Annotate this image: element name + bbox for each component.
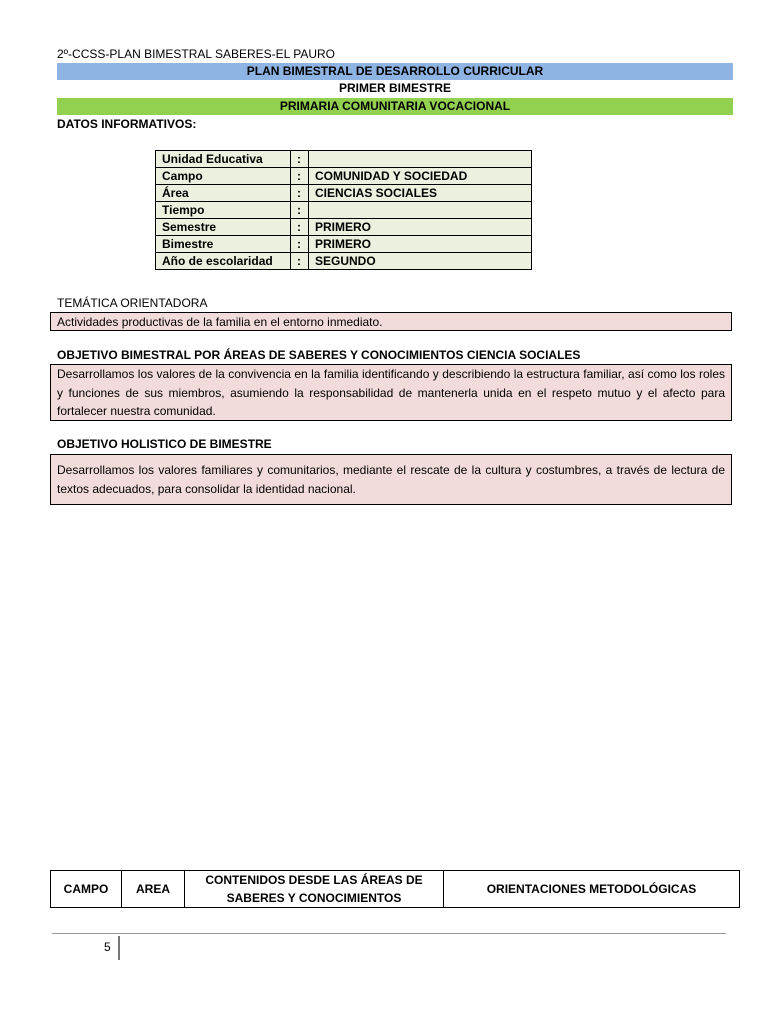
row-label: Año de escolaridad bbox=[156, 253, 291, 270]
datos-table bbox=[155, 150, 532, 270]
row-sep: : bbox=[291, 236, 309, 253]
footer-divider bbox=[52, 933, 726, 934]
row-label: Tiempo bbox=[156, 202, 291, 219]
header-campo: CAMPO bbox=[51, 871, 122, 908]
row-value: CIENCIAS SOCIALES bbox=[309, 185, 532, 202]
row-sep: : bbox=[291, 151, 309, 168]
tematica-title: TEMÁTICA ORIENTADORA bbox=[57, 296, 208, 310]
document-code: 2º-CCSS-PLAN BIMESTRAL SABERES-EL PAURO bbox=[57, 47, 336, 61]
row-label: Bimestre bbox=[156, 236, 291, 253]
table-header-row bbox=[51, 871, 740, 908]
row-label: Campo bbox=[156, 168, 291, 185]
plan-title: PLAN BIMESTRAL DE DESARROLLO CURRICULAR bbox=[57, 63, 733, 80]
row-value bbox=[309, 151, 532, 168]
table-row bbox=[156, 219, 532, 236]
row-sep: : bbox=[291, 219, 309, 236]
table-row bbox=[156, 202, 532, 219]
table-row bbox=[156, 151, 532, 168]
page-number: 5 bbox=[104, 940, 111, 954]
row-sep: : bbox=[291, 168, 309, 185]
row-value: PRIMERO bbox=[309, 236, 532, 253]
header-orientaciones: ORIENTACIONES METODOLÓGICAS bbox=[444, 871, 740, 908]
row-label: Semestre bbox=[156, 219, 291, 236]
row-label: Área bbox=[156, 185, 291, 202]
table-row bbox=[156, 236, 532, 253]
tematica-box bbox=[50, 312, 732, 331]
row-value: COMUNIDAD Y SOCIEDAD bbox=[309, 168, 532, 185]
objetivo-bimestral-box bbox=[50, 364, 732, 421]
row-value bbox=[309, 202, 532, 219]
row-label: Unidad Educativa bbox=[156, 151, 291, 168]
table-row bbox=[156, 253, 532, 270]
objetivo-holistico-title: OBJETIVO HOLISTICO DE BIMESTRE bbox=[57, 437, 272, 451]
objetivo-holistico-text: Desarrollamos los valores familiares y comunitarios, mediante el rescate de la cultura y costumbres, a través de lectura de textos adecuados, para consolidar la identidad nacional. bbox=[57, 463, 725, 496]
row-sep: : bbox=[291, 202, 309, 219]
datos-title: DATOS INFORMATIVOS: bbox=[57, 117, 197, 131]
objetivo-bimestral-title: OBJETIVO BIMESTRAL POR ÁREAS DE SABERES Y CONOCIMIENTOS CIENCIA SOCIALES bbox=[57, 348, 581, 362]
period-title: PRIMER BIMESTRE bbox=[57, 80, 733, 97]
row-value: PRIMERO bbox=[309, 219, 532, 236]
table-row bbox=[156, 185, 532, 202]
header-contenidos: CONTENIDOS DESDE LAS ÁREAS DE SABERES Y CONOCIMIENTOS bbox=[185, 871, 444, 908]
tematica-text: Actividades productivas de la familia en el entorno inmediato. bbox=[57, 315, 383, 329]
objetivo-holistico-box bbox=[50, 454, 732, 505]
row-sep: : bbox=[291, 253, 309, 270]
contents-table bbox=[50, 870, 740, 908]
header-area: AREA bbox=[122, 871, 185, 908]
level-title: PRIMARIA COMUNITARIA VOCACIONAL bbox=[57, 98, 733, 115]
table-row bbox=[156, 168, 532, 185]
row-value: SEGUNDO bbox=[309, 253, 532, 270]
page-number-bar bbox=[118, 936, 120, 960]
row-sep: : bbox=[291, 185, 309, 202]
objetivo-bimestral-text: Desarrollamos los valores de la convivencia en la familia identificando y describiendo la estructura familiar, así como los roles y funciones de sus miembros, asumiendo la responsabilidad de mantenerla unida en el respeto mutuo y el afecto para fortalecer nuestra comunidad. bbox=[57, 367, 725, 418]
